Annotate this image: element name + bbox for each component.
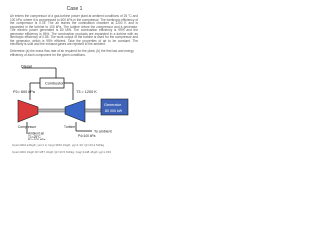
- gas-turbine-diagram: [6, 64, 137, 140]
- inlet-pressure-label: P1=100 kPa: [28, 138, 46, 140]
- p2-label: P2= 600 kPa: [13, 90, 35, 94]
- document-title: Case 1: [66, 6, 83, 12]
- generator-label: Generator: [104, 103, 122, 107]
- compressor-label: Compressor: [18, 125, 36, 129]
- compressor-shape: [18, 100, 38, 122]
- shaft: [38, 109, 65, 112]
- document-page: [0, 0, 149, 198]
- power-label: 80 000 kW: [105, 109, 123, 113]
- combustor-label: Combustor: [45, 81, 64, 86]
- diagram-svg: [6, 64, 137, 140]
- footer-line-2: Cpa=1004 J/kgK Rr=287 J/kgK Qr=43.5 MJ/kg; Cpg=1148 J/kgK γg=1.333: [12, 150, 111, 154]
- t3-label: T3 = 1200 K: [76, 90, 97, 94]
- fuel-label: Diesel: [21, 64, 33, 69]
- problem-paragraph: Air enters the compressor of a gas-turbine power plant at ambient conditions of 25 °C and 100 kPa, where it is compressed to 600 kPa in the compressor. The isentropic efficiency of the compressor is 0.78. The air leaves the combustion chamber at 1200 K and is expanded in the turbine to 100 kPa. The turbine drives the compressor and a generator. The electric power generated is 80 MW. The combustion efficiency is 99% and the generator efficiency is 96%. The combustion products are expanded in a turbine with an isentropic efficiency of 0.85. The work output of the turbine is used for the compressor and the generator, which is 95% efficient. Take the properties of air to be constant. The electricity is sold and the exhaust gases are rejected to the ambient.: [10, 14, 138, 46]
- exhaust-pressure-label: P4=100 kPa: [78, 134, 96, 138]
- turbine-shape: [65, 100, 85, 122]
- footer-line-1: Cpa=1004 kJ/kgK; γa=1.4; Cpg=1150 J/kgK; γg=1.33; Qr=43.2 MJ/kg: [12, 143, 105, 147]
- exhaust-label: To ambient: [94, 129, 112, 134]
- problem-question: Determine (a) the mass flow rate of air required for the plant, (b) the first law and exergy efficiency of each component for the given conditions.: [10, 49, 134, 57]
- generator-shaft: [85, 109, 101, 112]
- inlet-label: Ambient air: [28, 131, 45, 136]
- turbine-label: Turbine: [64, 125, 76, 129]
- inlet-temperature-label: T1=25°C: [28, 134, 41, 139]
